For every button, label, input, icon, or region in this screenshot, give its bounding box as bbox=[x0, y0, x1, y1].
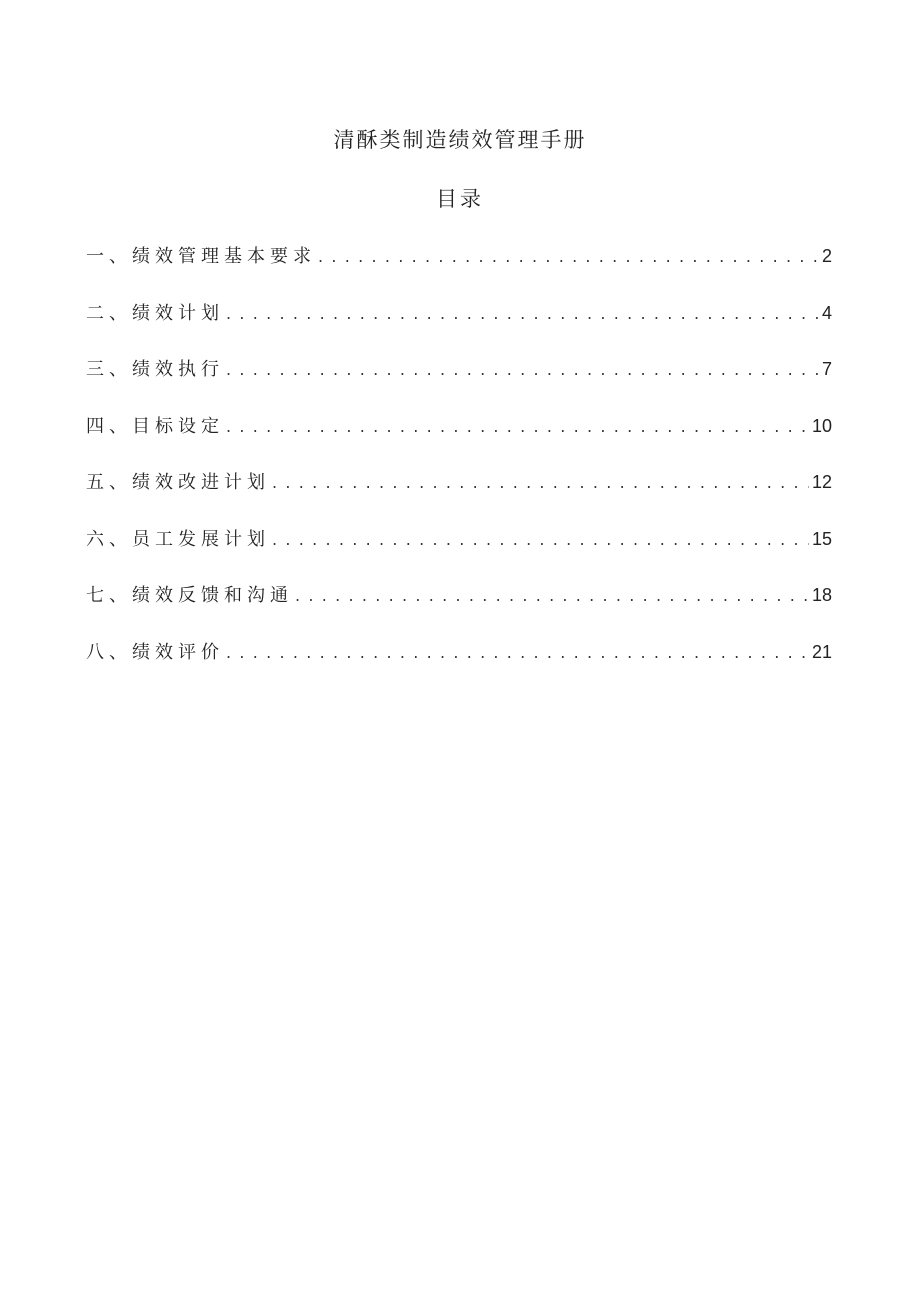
toc-entry-3[interactable] bbox=[86, 353, 832, 410]
toc-dot-leader bbox=[226, 354, 819, 386]
toc-page-number: 12 bbox=[811, 472, 832, 492]
toc-entry-7[interactable] bbox=[86, 579, 832, 636]
document-title: 清酥类制造绩效管理手册 bbox=[333, 128, 587, 152]
toc-dot-leader bbox=[226, 637, 809, 669]
toc-entry-label: 一、绩效管理基本要求 bbox=[86, 246, 316, 267]
toc-entry-label: 七、绩效反馈和沟通 bbox=[86, 585, 293, 606]
toc-page-number: 4 bbox=[821, 302, 832, 323]
toc-dot-leader bbox=[226, 411, 809, 443]
toc-entry-label: 四、目标设定 bbox=[86, 415, 224, 437]
toc-dot-leader bbox=[318, 241, 819, 273]
toc-entry-1[interactable] bbox=[86, 240, 832, 297]
table-of-contents bbox=[86, 240, 832, 692]
toc-page-number: 18 bbox=[811, 585, 832, 605]
toc-page-number: 21 bbox=[811, 641, 832, 662]
toc-dot-leader bbox=[272, 524, 809, 556]
toc-dot-leader bbox=[295, 580, 809, 612]
toc-page-number: 10 bbox=[811, 415, 832, 436]
toc-entry-5[interactable] bbox=[86, 466, 832, 523]
toc-entry-2[interactable] bbox=[86, 297, 832, 354]
toc-dot-leader bbox=[226, 298, 819, 330]
toc-page-number: 2 bbox=[821, 246, 832, 266]
toc-entry-8[interactable] bbox=[86, 636, 832, 693]
toc-dot-leader bbox=[272, 467, 809, 499]
toc-entry-label: 二、绩效计划 bbox=[86, 302, 224, 324]
toc-page-number: 15 bbox=[811, 528, 832, 549]
toc-entry-label: 五、绩效改进计划 bbox=[86, 472, 270, 493]
toc-entry-label: 八、绩效评价 bbox=[86, 641, 224, 663]
toc-entry-6[interactable] bbox=[86, 523, 832, 580]
toc-heading: 目录 bbox=[436, 187, 484, 211]
toc-entry-label: 六、员工发展计划 bbox=[86, 528, 270, 550]
toc-page-number: 7 bbox=[821, 359, 832, 379]
toc-entry-4[interactable] bbox=[86, 410, 832, 467]
toc-entry-label: 三、绩效执行 bbox=[86, 359, 224, 380]
